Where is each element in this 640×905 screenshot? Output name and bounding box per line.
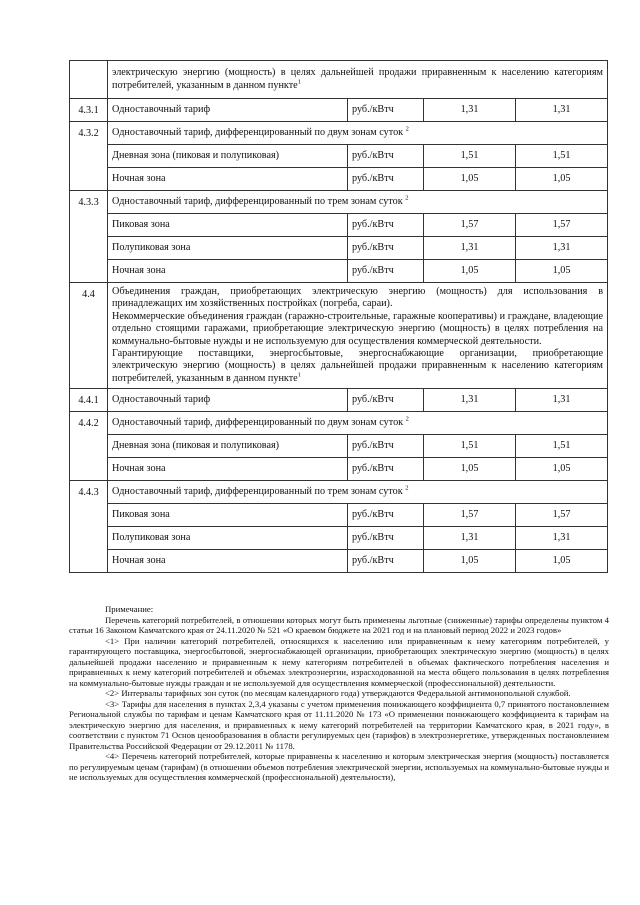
table-row xyxy=(70,260,608,283)
tariff-value-1: 1,31 xyxy=(424,389,516,412)
table-row xyxy=(70,99,608,122)
tariff-unit: руб./кВтч xyxy=(348,527,424,550)
tariff-value-2: 1,31 xyxy=(516,99,608,122)
tariff-name: Дневная зона (пиковая и полупиковая) xyxy=(108,145,348,168)
tariff-value-1: 1,57 xyxy=(424,504,516,527)
tariff-value-1: 1,05 xyxy=(424,458,516,481)
row-number: 4.4 xyxy=(70,283,108,389)
tariff-value-2: 1,31 xyxy=(516,389,608,412)
tariff-value-2: 1,05 xyxy=(516,550,608,573)
row-number: 4.4.3 xyxy=(70,481,108,573)
tariff-unit: руб./кВтч xyxy=(348,99,424,122)
paragraph: Объединения граждан, приобретающих электрическую энергию (мощность) для использования в принадлежащих им хозяйственных постройках (погреба, сараи). xyxy=(112,286,604,310)
tariff-value-2: 1,57 xyxy=(516,214,608,237)
tariff-unit: руб./кВтч xyxy=(348,260,424,283)
row-number: 4.3.3 xyxy=(70,191,108,283)
table-row xyxy=(70,435,608,458)
tariff-value-2: 1,51 xyxy=(516,435,608,458)
tariff-value-2: 1,05 xyxy=(516,458,608,481)
tariff-unit: руб./кВтч xyxy=(348,214,424,237)
note-paragraph: Перечень категорий потребителей, в отношении которых могут быть применены льготные (сниженные) тарифы определены пунктом 4 статьи 16 Законом Камчатского края от 24.11.2020 № 521 «О краевом бюджете на 2021 год и на плановый период 2022 и 2023 годов» xyxy=(69,614,609,635)
tariff-unit: руб./кВтч xyxy=(348,550,424,573)
row-number: 4.3.1 xyxy=(70,99,108,122)
tariff-group-heading: Одноставочный тариф, дифференцированный по трем зонам суток $^2$ xyxy=(108,481,608,504)
note-1: <1> При наличии категорий потребителей, относящихся к населению или приравненным к нему категориям потребителей, у гарантирующего поставщика, энергосбытовой, энергоснабжающей организации, приобретающих электрическую энергию (мощность) в целях дальнейшей продажи населению и приравненным к нему категориям потребителей в объемах фактического потребления населения и приравненных к нему категорий потребителей и объемах электроэнергии, израсходованной на места общего пользования в целях потребления на коммунально-бытовые нужды граждан и не используемой для осуществления коммерческой (профессиональной) деятельности. xyxy=(69,635,609,688)
table-row xyxy=(70,214,608,237)
row-number: 4.3.2 xyxy=(70,122,108,191)
tariff-name: Ночная зона xyxy=(108,168,348,191)
table-row xyxy=(70,237,608,260)
note-4: <4> Перечень категорий потребителей, которые приравнены к населению и которым электрическая энергия (мощность) поставляется по регулируемым ценам (тарифам) (в отношении объемов потребления электрической энергии, используемых на коммунально-бытовые нужды и не используемых для осуществления коммерческой (профессиональной) деятельности), xyxy=(69,751,609,782)
tariff-value-1: 1,57 xyxy=(424,214,516,237)
table-row xyxy=(70,122,608,145)
section-4-4-description xyxy=(108,283,608,389)
tariff-name: Пиковая зона xyxy=(108,214,348,237)
tariff-group-heading: Одноставочный тариф, дифференцированный по двум зонам суток $^2$ xyxy=(108,122,608,145)
tariff-value-1: 1,31 xyxy=(424,237,516,260)
table-row xyxy=(70,168,608,191)
tariff-value-2: 1,51 xyxy=(516,145,608,168)
tariff-name: Ночная зона xyxy=(108,458,348,481)
row-number: 4.4.2 xyxy=(70,412,108,481)
tariff-name: Ночная зона xyxy=(108,260,348,283)
tariff-unit: руб./кВтч xyxy=(348,458,424,481)
tariff-unit: руб./кВтч xyxy=(348,435,424,458)
tariff-unit: руб./кВтч xyxy=(348,145,424,168)
tariff-group-heading: Одноставочный тариф, дифференцированный по двум зонам суток $^2$ xyxy=(108,412,608,435)
section-4-3-description-tail: электрическую энергию (мощность) в целях дальнейшей продажи приравненным к населению категориям потребителей, указанным в данном пункте$^1$ xyxy=(108,61,608,99)
tariff-value-1: 1,51 xyxy=(424,435,516,458)
table-row xyxy=(70,527,608,550)
table-row xyxy=(70,481,608,504)
tariff-value-2: 1,05 xyxy=(516,260,608,283)
tariff-name: Ночная зона xyxy=(108,550,348,573)
table-row xyxy=(70,61,608,99)
tariff-value-2: 1,05 xyxy=(516,168,608,191)
tariff-value-1: 1,31 xyxy=(424,99,516,122)
tariff-value-1: 1,51 xyxy=(424,145,516,168)
tariff-name: Полупиковая зона xyxy=(108,237,348,260)
tariff-group-heading: Одноставочный тариф, дифференцированный по трем зонам суток $^2$ xyxy=(108,191,608,214)
tariff-unit: руб./кВтч xyxy=(348,237,424,260)
tariff-value-1: 1,05 xyxy=(424,550,516,573)
tariff-name: Одноставочный тариф xyxy=(108,99,348,122)
tariff-table xyxy=(69,60,608,573)
table-row xyxy=(70,389,608,412)
paragraph: Некоммерческие объединения граждан (гаражно-строительные, гаражные кооперативы) и граждане, владеющие отдельно стоящими гаражами, приобретающие электрическую энергию (мощность) в целях потребления на коммунально-бытовые нужды и не используемую для осуществления коммерческой деятельности. xyxy=(112,310,604,347)
tariff-name: Полупиковая зона xyxy=(108,527,348,550)
note-3: <3> Тарифы для населения в пунктах 2,3,4 указаны с учетом применения понижающего коэффициента 0,7 принятого постановлением Региональной службы по тарифам и ценам Камчатского края от 11.11.2020 № 173 «О применении понижающего коэффициента к тарифам на электрическую энергию для населения, и приравненных к нему категорий потребителей на территории Камчатского края, в 2021 году», в соответствии с пунктом 71 Основ ценообразования в области регулируемых цен (тарифов) в электроэнергетике, утвержденных постановлением Правительства Российской Федерации от 29.12.2011 № 1178. xyxy=(69,698,609,751)
tariff-value-1: 1,05 xyxy=(424,260,516,283)
tariff-unit: руб./кВтч xyxy=(348,389,424,412)
table-row xyxy=(70,550,608,573)
tariff-value-1: 1,05 xyxy=(424,168,516,191)
note-2: <2> Интервалы тарифных зон суток (по месяцам календарного года) утверждаются Федеральной антимонопольной службой. xyxy=(105,688,571,698)
notes-title: Примечание: xyxy=(105,604,154,614)
notes-section xyxy=(69,604,609,783)
table-row xyxy=(70,458,608,481)
paragraph: Гарантирующие поставщики, энергосбытовые, энергоснабжающие организации, приобретающие электрическую энергию (мощность) в целях дальнейшей продажи приравненным к населению категориям потребителей, указанным в данном пункте$^1$ xyxy=(112,348,604,384)
tariff-value-2: 1,57 xyxy=(516,504,608,527)
tariff-name: Пиковая зона xyxy=(108,504,348,527)
tariff-value-2: 1,31 xyxy=(516,237,608,260)
table-row xyxy=(70,145,608,168)
table-row xyxy=(70,504,608,527)
tariff-unit: руб./кВтч xyxy=(348,168,424,191)
tariff-unit: руб./кВтч xyxy=(348,504,424,527)
row-number: 4.4.1 xyxy=(70,389,108,412)
table-row xyxy=(70,191,608,214)
tariff-value-2: 1,31 xyxy=(516,527,608,550)
table-row xyxy=(70,283,608,389)
tariff-name: Дневная зона (пиковая и полупиковая) xyxy=(108,435,348,458)
tariff-value-1: 1,31 xyxy=(424,527,516,550)
table-row xyxy=(70,412,608,435)
tariff-name: Одноставочный тариф xyxy=(108,389,348,412)
row-number xyxy=(70,61,108,99)
